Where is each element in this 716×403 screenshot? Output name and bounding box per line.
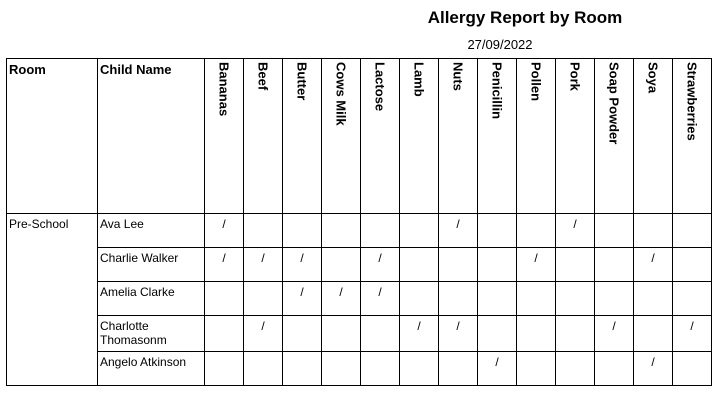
table-row xyxy=(7,352,712,386)
child-name-cell: Angelo Atkinson xyxy=(98,352,205,386)
child-name-cell: Charlie Walker xyxy=(98,248,205,282)
allergy-mark-cell xyxy=(322,352,361,386)
allergen-column-header xyxy=(556,59,595,214)
allergy-mark-cell xyxy=(400,352,439,386)
allergy-mark-cell: / xyxy=(205,248,244,282)
allergy-mark-cell xyxy=(283,214,322,248)
allergy-mark-cell xyxy=(244,214,283,248)
allergen-label: Lactose xyxy=(372,62,388,112)
allergen-label: Nuts xyxy=(450,62,466,91)
child-name-column-header: Child Name xyxy=(98,59,205,214)
child-name-cell: Ava Lee xyxy=(98,214,205,248)
allergy-mark-cell xyxy=(283,352,322,386)
allergy-mark-cell xyxy=(595,282,634,316)
allergy-mark-cell xyxy=(517,352,556,386)
table-row xyxy=(7,248,712,282)
allergen-label: Bananas xyxy=(216,62,232,117)
allergen-label: Beef xyxy=(255,62,271,91)
allergy-mark-cell xyxy=(556,282,595,316)
allergy-mark-cell xyxy=(205,282,244,316)
allergy-mark-cell xyxy=(322,316,361,352)
allergen-column-header xyxy=(517,59,556,214)
allergy-mark-cell xyxy=(556,248,595,282)
child-name-cell: Charlotte Thomasonm xyxy=(98,316,205,352)
room-column-header: Room xyxy=(7,59,98,214)
allergy-mark-cell xyxy=(517,282,556,316)
allergy-mark-cell xyxy=(673,282,712,316)
allergy-mark-cell xyxy=(595,214,634,248)
allergen-column-header xyxy=(595,59,634,214)
table-row xyxy=(7,282,712,316)
allergy-mark-cell xyxy=(634,214,673,248)
table-row xyxy=(7,214,712,248)
allergen-label: Strawberries xyxy=(684,62,700,141)
allergen-label: Pollen xyxy=(528,62,544,102)
allergen-column-header xyxy=(244,59,283,214)
allergen-label: Pork xyxy=(567,62,583,91)
allergen-label: Soya xyxy=(645,62,661,94)
allergy-mark-cell: / xyxy=(517,248,556,282)
allergy-mark-cell: / xyxy=(205,214,244,248)
report-title: Allergy Report by Room xyxy=(427,8,623,27)
allergy-mark-cell xyxy=(634,316,673,352)
allergen-column-header xyxy=(478,59,517,214)
allergy-mark-cell: / xyxy=(634,248,673,282)
allergy-mark-cell xyxy=(361,214,400,248)
allergy-mark-cell xyxy=(361,352,400,386)
allergy-mark-cell xyxy=(361,316,400,352)
allergy-mark-cell xyxy=(673,248,712,282)
allergy-mark-cell xyxy=(439,352,478,386)
allergen-column-header xyxy=(439,59,478,214)
allergy-mark-cell xyxy=(400,282,439,316)
allergy-mark-cell xyxy=(595,248,634,282)
allergy-mark-cell xyxy=(205,316,244,352)
allergy-mark-cell xyxy=(634,282,673,316)
allergy-mark-cell: / xyxy=(439,214,478,248)
header-row xyxy=(7,59,712,214)
allergy-mark-cell xyxy=(322,214,361,248)
allergy-mark-cell: / xyxy=(634,352,673,386)
allergy-mark-cell xyxy=(478,248,517,282)
table-row xyxy=(7,316,712,352)
allergen-column-header xyxy=(283,59,322,214)
allergy-mark-cell: / xyxy=(400,316,439,352)
allergen-column-header xyxy=(673,59,712,214)
allergen-label: Soap Powder xyxy=(606,62,622,145)
allergy-mark-cell xyxy=(283,316,322,352)
allergen-column-header xyxy=(634,59,673,214)
allergy-mark-cell: / xyxy=(478,352,517,386)
allergy-mark-cell xyxy=(439,282,478,316)
allergen-label: Cows Milk xyxy=(333,62,349,126)
allergen-column-header xyxy=(205,59,244,214)
allergen-label: Penicillin xyxy=(489,62,505,120)
allergy-mark-cell: / xyxy=(322,282,361,316)
table-body xyxy=(7,214,712,386)
allergy-mark-cell xyxy=(478,214,517,248)
allergy-mark-cell xyxy=(478,282,517,316)
allergen-column-header xyxy=(400,59,439,214)
allergen-column-header xyxy=(322,59,361,214)
allergy-mark-cell xyxy=(205,352,244,386)
allergy-mark-cell: / xyxy=(283,248,322,282)
allergy-mark-cell xyxy=(556,352,595,386)
allergy-mark-cell xyxy=(673,352,712,386)
allergy-mark-cell xyxy=(517,316,556,352)
allergen-label: Lamb xyxy=(411,62,427,97)
allergy-mark-cell xyxy=(478,316,517,352)
allergy-mark-cell xyxy=(673,214,712,248)
allergy-mark-cell xyxy=(244,282,283,316)
allergy-mark-cell: / xyxy=(244,316,283,352)
allergy-mark-cell xyxy=(244,352,283,386)
allergy-mark-cell: / xyxy=(361,282,400,316)
allergy-mark-cell: / xyxy=(556,214,595,248)
allergy-mark-cell: / xyxy=(283,282,322,316)
allergy-mark-cell xyxy=(517,214,556,248)
allergy-mark-cell: / xyxy=(673,316,712,352)
report-date: 27/09/2022 xyxy=(467,37,533,52)
allergen-column-header xyxy=(361,59,400,214)
allergy-mark-cell xyxy=(556,316,595,352)
room-cell: Pre-School xyxy=(7,214,98,386)
allergy-mark-cell: / xyxy=(361,248,400,282)
allergy-mark-cell xyxy=(400,248,439,282)
allergy-mark-cell xyxy=(439,248,478,282)
allergy-mark-cell: / xyxy=(595,316,634,352)
allergy-mark-cell: / xyxy=(439,316,478,352)
allergy-table xyxy=(6,58,712,386)
allergen-label: Butter xyxy=(294,62,310,101)
allergy-mark-cell xyxy=(322,248,361,282)
allergy-mark-cell xyxy=(595,352,634,386)
allergy-mark-cell: / xyxy=(244,248,283,282)
allergy-mark-cell xyxy=(400,214,439,248)
child-name-cell: Amelia Clarke xyxy=(98,282,205,316)
